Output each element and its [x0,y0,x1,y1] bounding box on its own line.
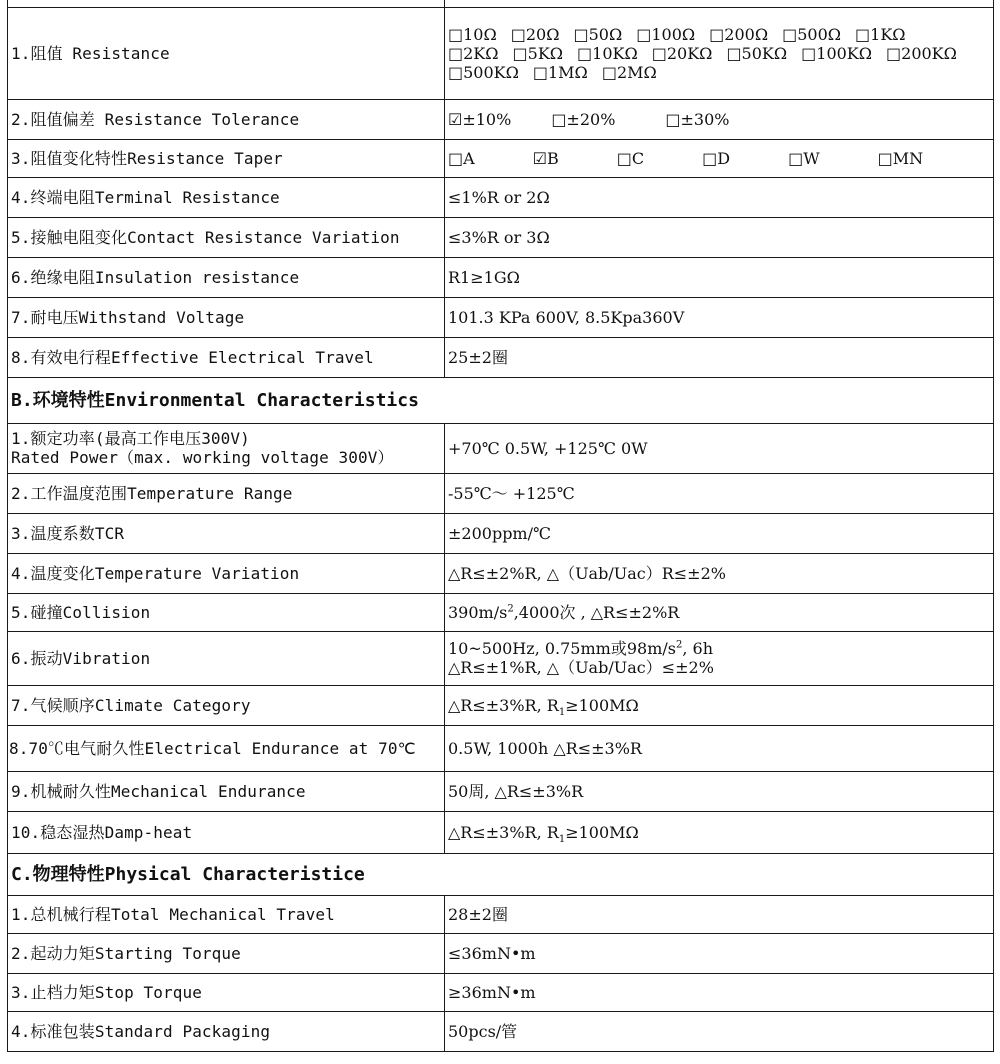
spec-value: 101.3 KPa 600V, 8.5Kpa360V [445,297,994,337]
taper-option-checked: ☑B [532,148,559,168]
rated-power-label-cn: 1.额定功率(最高工作电压300V) [11,429,250,448]
mechanical-endurance-row [8,771,994,811]
taper-option: □A [448,148,475,168]
damp-heat-subscript: 1 [558,833,566,845]
taper-option: □W [788,148,820,168]
spec-row [8,177,994,217]
damp-heat-label: 10.稳态湿热Damp-heat [8,811,445,853]
resistance-label: 1.阻值 Resistance [8,7,445,99]
resistance-options-line-3 [448,63,990,82]
resistance-options-line-1 [448,25,990,44]
damp-heat-value [445,811,994,853]
collision-label: 5.碰撞Collision [8,593,445,631]
spec-label: 4.温度变化Temperature Variation [8,553,445,593]
collision-exponent: 2 [507,603,514,615]
specification-table [7,0,994,1052]
resistance-option: □200Ω [709,24,769,44]
vibration-exponent: 2 [675,639,683,651]
spec-label: 4.终端电阻Terminal Resistance [8,177,445,217]
climate-label: 7.气候顺序Climate Category [8,685,445,725]
spec-row [8,257,994,297]
section-title: C.物理特性Physical Characteristice [8,853,994,895]
resistance-option: □500KΩ [448,62,519,82]
tolerance-label: 2.阻值偏差 Resistance Tolerance [8,99,445,139]
spec-value: △R≤±2%R, △（Uab/Uac）R≤±2% [445,553,994,593]
collision-value-text: 390m/s [448,602,508,622]
resistance-option: □500Ω [782,24,842,44]
spec-value: 28±2圈 [445,895,994,933]
spec-value: ≥36mN•m [445,973,994,1011]
spec-value: ≤3%R or 3Ω [445,217,994,257]
resistance-option: □10KΩ [577,43,638,63]
spec-label: 3.温度系数TCR [8,513,445,553]
damp-heat-value-rest: ≥100MΩ [565,822,639,842]
spec-label: 1.总机械行程Total Mechanical Travel [8,895,445,933]
mechanical-endurance-label: 9.机械耐久性Mechanical Endurance [8,771,445,811]
vibration-line-1-text: 10~500Hz, 0.75mm或98m/s [448,639,676,658]
spec-label: 4.标准包装Standard Packaging [8,1011,445,1051]
spec-label: 2.工作温度范围Temperature Range [8,473,445,513]
resistance-option: □1MΩ [532,62,588,82]
section-header-c [8,853,994,895]
resistance-option: □5KΩ [512,43,564,63]
spec-value: R1≥1GΩ [445,257,994,297]
resistance-option: □100Ω [636,24,696,44]
resistance-options-line-2 [448,44,990,63]
resistance-option: □200KΩ [886,43,957,63]
taper-option: □D [702,148,731,168]
spec-label: 7.耐电压Withstand Voltage [8,297,445,337]
spec-row [8,973,994,1011]
vibration-line-1-rest: , 6h [682,639,713,658]
resistance-option: □2MΩ [601,62,657,82]
spec-row [8,297,994,337]
rated-power-label [8,423,445,473]
taper-option: □MN [877,148,924,168]
tolerance-options [445,99,994,139]
tolerance-option: □±20% [551,109,616,129]
mechanical-endurance-value: 50周, △R≤±3%R [445,771,994,811]
spec-value: 25±2圈 [445,337,994,377]
spec-row [8,217,994,257]
top-partial-row [8,0,994,7]
endurance-70-value: 0.5W, 1000h △R≤±3%R [445,725,994,771]
tolerance-option-checked: ☑±10% [448,109,512,129]
collision-value-rest: ,4000次 , △R≤±2%R [513,602,680,622]
vibration-value [445,631,994,685]
spec-value: -55℃～ +125℃ [445,473,994,513]
spec-row [8,513,994,553]
taper-row [8,139,994,177]
climate-value-rest: ≥100MΩ [565,695,639,715]
endurance-70-row [8,725,994,771]
spec-row [8,1011,994,1051]
resistance-option: □1KΩ [855,24,906,44]
spec-value: 50pcs/管 [445,1011,994,1051]
rated-power-row [8,423,994,473]
vibration-row [8,631,994,685]
resistance-option: □2KΩ [448,43,499,63]
section-header-b [8,377,994,423]
resistance-option: □100KΩ [801,43,873,63]
climate-subscript: 1 [558,706,566,718]
climate-row [8,685,994,725]
tolerance-option: □±30% [665,109,730,129]
collision-row [8,593,994,631]
section-title: B.环境特性Environmental Characteristics [8,377,994,423]
damp-heat-row [8,811,994,853]
resistance-options [445,7,994,99]
spec-value: ≤1%R or 2Ω [445,177,994,217]
climate-value-text: △R≤±3%R, R [448,695,559,715]
resistance-option: □10Ω [448,24,497,44]
resistance-option: □20KΩ [651,43,713,63]
endurance-70-label: 8.70℃电气耐久性Electrical Endurance at 70℃ [8,725,445,771]
spec-value: ≤36mN•m [445,933,994,973]
spec-row [8,337,994,377]
collision-value [445,593,994,631]
vibration-line-1 [448,639,990,658]
vibration-line-2: △R≤±1%R, △（Uab/Uac）≤±2% [448,658,714,677]
resistance-option: □50Ω [573,24,623,44]
spec-value: ±200ppm/℃ [445,513,994,553]
resistance-row [8,7,994,99]
spec-row [8,553,994,593]
climate-value [445,685,994,725]
taper-label: 3.阻值变化特性Resistance Taper [8,139,445,177]
tolerance-row [8,99,994,139]
spec-label: 5.接触电阻变化Contact Resistance Variation [8,217,445,257]
spec-row [8,933,994,973]
spec-label: 2.起动力矩Starting Torque [8,933,445,973]
spec-label: 8.有效电行程Effective Electrical Travel [8,337,445,377]
spec-row [8,473,994,513]
resistance-option: □20Ω [510,24,560,44]
taper-options [445,139,994,177]
vibration-label: 6.振动Vibration [8,631,445,685]
resistance-option: □50KΩ [726,43,788,63]
spec-row [8,895,994,933]
rated-power-label-en: Rated Power（max. working voltage 300V） [11,448,394,467]
rated-power-value: +70℃ 0.5W, +125℃ 0W [445,423,994,473]
taper-option: □C [616,148,645,168]
damp-heat-value-text: △R≤±3%R, R [448,822,559,842]
spec-label: 6.绝缘电阻Insulation resistance [8,257,445,297]
spec-label: 3.止档力矩Stop Torque [8,973,445,1011]
